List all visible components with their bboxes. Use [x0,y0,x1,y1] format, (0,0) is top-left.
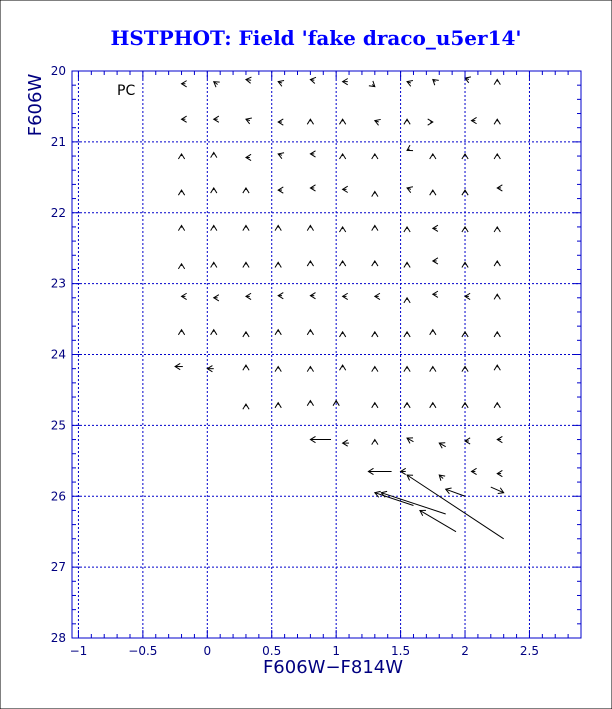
x-tick-label: −0.5 [128,644,158,658]
y-tick-label: 26 [50,489,66,504]
y-tick-label: 20 [50,64,66,78]
x-tick-label: −1 [69,644,88,658]
x-tick-label: 2 [461,644,469,658]
x-axis-label: F606W−F814W [262,657,404,678]
y-tick-label: 24 [50,347,66,362]
y-tick-label: 23 [50,276,66,291]
chart-title: HSTPHOT: Field 'fake draco_u5er14' [110,26,522,50]
x-tick-label: 0 [203,644,212,658]
y-tick-label: 21 [50,134,66,149]
panel-label: PC [117,83,136,99]
y-tick-label: 25 [50,418,66,433]
y-axis-label: F606W [25,73,46,137]
y-tick-label: 28 [50,631,66,645]
y-tick-label: 22 [50,205,66,220]
y-tick-label: 27 [50,560,66,575]
x-tick-label: 1 [332,644,340,658]
x-tick-label: 0.5 [262,644,282,658]
x-tick-label: 2.5 [519,644,540,658]
x-tick-label: 1.5 [391,644,411,658]
